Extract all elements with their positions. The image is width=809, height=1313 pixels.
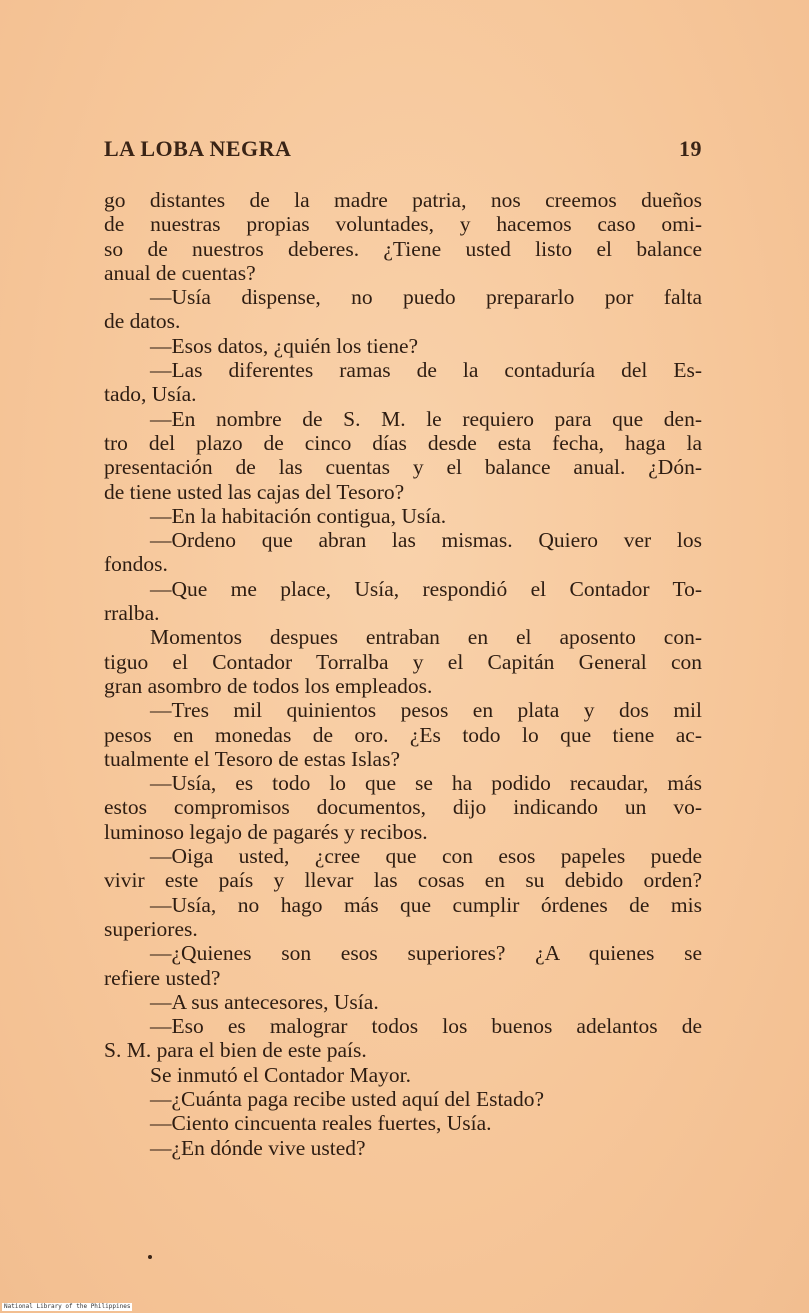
text-line: S. M. para el bien de este país. (104, 1038, 367, 1063)
page-number: 19 (679, 136, 702, 161)
text-line: —Usía, no hago más que cumplir órdenes de mis (150, 892, 702, 917)
book-title: LA LOBA NEGRA (104, 136, 292, 161)
text-line: gran asombro de todos los empleados. (104, 673, 433, 698)
text-line: Momentos despues entraban en el aposento con- (150, 625, 702, 650)
text-line: —Usía dispense, no puedo prepararlo por falta (150, 285, 702, 310)
text-line: anual de cuentas? (104, 260, 256, 285)
text-line: rralba. (104, 601, 160, 626)
text-line: pesos en monedas de oro. ¿Es todo lo que tiene ac- (104, 722, 702, 747)
ink-dot (148, 1255, 152, 1259)
text-line: —Ordeno que abran las mismas. Quiero ver los (150, 528, 702, 553)
text-line: tro del plazo de cinco días desde esta fecha, haga la (104, 430, 702, 455)
text-line: so de nuestros deberes. ¿Tiene usted listo el balance (104, 236, 702, 261)
text-line: refiere usted? (104, 965, 221, 990)
text-line: —Ciento cincuenta reales fuertes, Usía. (150, 1111, 492, 1136)
text-line: —Las diferentes ramas de la contaduría del Es- (150, 358, 702, 383)
text-line: —Eso es malograr todos los buenos adelantos de (150, 1014, 702, 1039)
running-head (104, 136, 702, 168)
text-line: —Usía, es todo lo que se ha podido recaudar, más (150, 771, 702, 796)
text-line: superiores. (104, 916, 198, 941)
text-line: —A sus antecesores, Usía. (150, 989, 379, 1014)
text-line: —¿Cuánta paga recibe usted aquí del Estado? (150, 1086, 545, 1111)
text-line: —Esos datos, ¿quién los tiene? (150, 333, 419, 358)
text-line: —Tres mil quinientos pesos en plata y dos mil (150, 698, 702, 723)
text-line: go distantes de la madre patria, nos creemos dueños (104, 188, 702, 212)
text-line: —En nombre de S. M. le requiero para que den- (150, 406, 702, 431)
text-line: de datos. (104, 309, 181, 334)
text-line: —¿En dónde vive usted? (150, 1135, 366, 1160)
text-line: Se inmutó el Contador Mayor. (150, 1062, 411, 1087)
text-line: tualmente el Tesoro de estas Islas? (104, 746, 401, 771)
text-line: —En la habitación contigua, Usía. (150, 503, 447, 528)
text-line: presentación de las cuentas y el balance anual. ¿Dón- (104, 455, 702, 480)
text-line: tado, Usía. (104, 382, 197, 407)
text-line: vivir este país y llevar las cosas en su debido orden? (104, 868, 702, 893)
book-page (104, 136, 702, 1160)
text-line: de nuestras propias voluntades, y hacemos caso omi- (104, 212, 702, 237)
text-line: de tiene usted las cajas del Tesoro? (104, 479, 405, 504)
text-line: —Oiga usted, ¿cree que con esos papeles puede (150, 844, 702, 869)
text-line: tiguo el Contador Torralba y el Capitán General con (104, 649, 702, 674)
text-line: —Que me place, Usía, respondió el Contador To- (150, 576, 702, 601)
text-line: estos compromisos documentos, dijo indicando un vo- (104, 795, 702, 820)
page-body-text (104, 188, 702, 1160)
text-line: —¿Quienes son esos superiores? ¿A quienes se (150, 941, 702, 966)
text-line: luminoso legajo de pagarés y recibos. (104, 819, 428, 844)
text-line: fondos. (104, 552, 168, 577)
library-credit: National Library of the Philippines (4, 1303, 131, 1310)
